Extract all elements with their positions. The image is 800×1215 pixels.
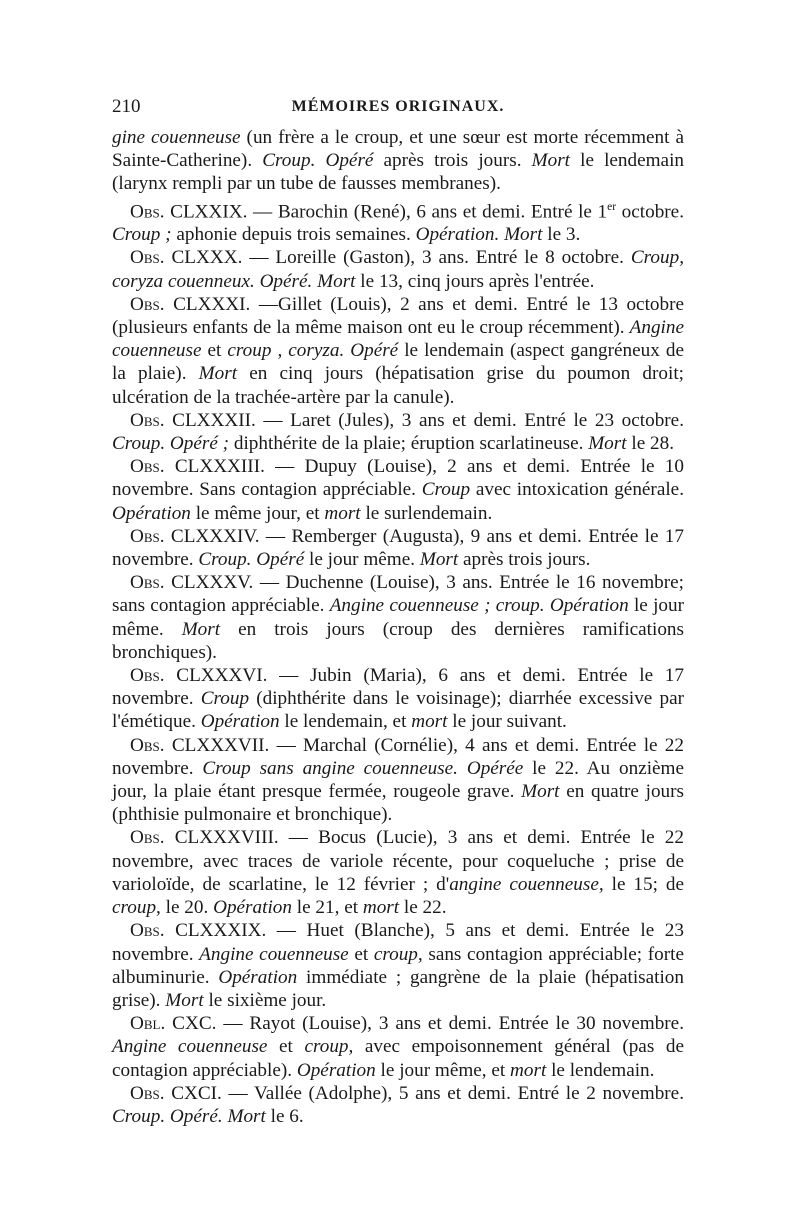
text-segment: après trois jours. xyxy=(458,549,591,571)
italic-segment: croup, xyxy=(304,1036,354,1058)
italic-segment: Mort xyxy=(588,433,627,455)
observation-paragraph xyxy=(112,293,684,409)
observation-paragraph xyxy=(112,525,684,571)
text-segment: CLXXX. — Loreille (Gaston), 3 ans. Entré le 8 octobre. xyxy=(164,247,631,269)
page-header xyxy=(112,96,684,122)
observation-paragraph xyxy=(112,734,684,827)
text-segment: CLXXXVII. — Marchal (Cornélie), 4 ans et demi. Entrée le 22 novembre. xyxy=(112,734,684,779)
text-segment: le 20. xyxy=(160,897,214,919)
text-segment: et xyxy=(201,340,228,362)
text-segment: le lendemain (aspect gangréneux de la plaie). xyxy=(112,340,684,385)
observation-paragraph xyxy=(112,919,684,1012)
obs-label: Obs. xyxy=(130,665,165,687)
text-segment: le lendemain, et xyxy=(279,711,412,733)
text-segment: le même jour, et xyxy=(190,502,325,524)
continued-paragraph xyxy=(112,126,684,196)
obs-label: Obs. xyxy=(130,247,165,269)
text-segment: le 21, et xyxy=(291,897,363,919)
italic-segment: Angine couenneuse xyxy=(112,317,684,362)
text-segment: le 13, cinq jours après l'entrée. xyxy=(355,270,595,292)
running-title: MÉMOIRES ORIGINAUX. xyxy=(291,98,505,115)
text-segment: avec intoxication générale. xyxy=(470,479,684,501)
text-segment: le jour même. xyxy=(304,549,420,571)
text-segment: le 28. xyxy=(626,433,674,455)
text-segment: et xyxy=(348,943,374,965)
text-segment: CXCI. — Vallée (Adolphe), 5 ans et demi. Entré le 2 novembre. xyxy=(164,1082,684,1104)
observation-paragraph xyxy=(112,455,684,525)
text-segment: CLXXXVI. — Jubin (Maria), 6 ans et demi. Entrée le 17 novembre. xyxy=(112,665,684,710)
obs-label: Obs. xyxy=(130,734,165,756)
body-text xyxy=(112,126,684,1128)
text-segment: octobre. xyxy=(616,201,684,222)
text-segment: après trois jours. xyxy=(373,150,532,172)
text-segment: le jour même. xyxy=(112,595,684,640)
italic-segment: Croup. Opéré. Mort xyxy=(112,1105,266,1127)
observation-paragraph xyxy=(112,664,684,734)
obs-label: Obs. xyxy=(130,456,165,478)
italic-segment: Croup. Opéré xyxy=(198,549,305,571)
italic-segment: Angine couenneuse ; croup. Opération xyxy=(329,595,629,617)
obs-label: Obs. xyxy=(130,525,165,547)
obs-label: Obs. xyxy=(130,920,165,942)
text-segment: sans contagion appréciable; forte albuminurie. xyxy=(112,943,684,988)
observation-paragraph xyxy=(112,571,684,664)
italic-segment: Croup. Opéré xyxy=(262,150,374,172)
italic-segment: croup , coryza. Opéré xyxy=(227,340,399,362)
italic-segment: Mort xyxy=(198,363,238,385)
italic-segment: Mort xyxy=(181,618,221,640)
text-segment: le 15; de xyxy=(603,873,684,895)
text-segment: (diphthérite dans le voisinage); diarrhée excessive par l'émétique. xyxy=(112,688,684,733)
text-segment: le 22. Au onzième jour, la plaie étant presque fermée, rougeole grave. xyxy=(112,757,684,803)
text-segment: CXC. — Rayot (Louise), 3 ans et demi. Entrée le 30 novembre. xyxy=(165,1013,684,1035)
text-segment: le lendemain. xyxy=(546,1059,655,1081)
italic-segment: Mort xyxy=(521,781,560,803)
obs-label: Obs. xyxy=(130,293,165,315)
text-segment: le lendemain (larynx rempli par un tube de fausses membranes). xyxy=(112,150,684,195)
italic-segment: Croup xyxy=(421,479,471,501)
italic-segment: Angine couenneuse xyxy=(199,943,349,965)
italic-segment: mort xyxy=(324,502,361,524)
italic-segment: croup, xyxy=(373,943,423,965)
italic-segment: gine couenneuse xyxy=(112,127,241,148)
italic-segment: Croup xyxy=(200,688,250,710)
italic-segment: Opération xyxy=(218,966,298,988)
text-segment: le 22. xyxy=(399,897,447,919)
italic-segment: Mort xyxy=(531,150,571,172)
observation-paragraph xyxy=(112,826,684,919)
text-segment: CLXXXV. — Duchenne (Louise), 3 ans. Entrée le 16 novembre; sans contagion appréciable. xyxy=(112,572,684,617)
text-segment: immédiate ; gangrène de la plaie (hépatisation grise). xyxy=(112,966,684,1011)
italic-segment: Opération. Mort xyxy=(415,224,543,246)
text-segment: le jour même, et xyxy=(375,1059,511,1081)
italic-segment: Croup, coryza couenneux. Opéré. Mort xyxy=(112,247,684,292)
observation-paragraph xyxy=(112,1012,684,1082)
observation-paragraph xyxy=(112,246,684,292)
text-segment: en cinq jours (hépatisation grise du poumon droit; ulcération de la trachée-artère par la canule). xyxy=(112,363,684,408)
obs-label: Obs. xyxy=(130,827,165,849)
text-segment: le surlendemain. xyxy=(360,502,493,524)
italic-segment: Croup ; xyxy=(112,224,172,246)
obs-label: Obs. xyxy=(130,409,165,431)
observation-paragraph xyxy=(112,1082,684,1128)
text-segment: le sixième jour. xyxy=(203,989,327,1011)
text-segment: en quatre jours (phthisie pulmonaire et bronchique). xyxy=(112,781,684,826)
italic-segment: Opération xyxy=(296,1059,376,1081)
observation-paragraph xyxy=(112,196,684,247)
italic-segment: Mort xyxy=(165,989,204,1011)
text-segment: CLXXXIII. — Dupuy (Louise), 2 ans et demi. Entrée le 10 novembre. Sans contagion appréciable. xyxy=(112,456,684,501)
italic-segment: Opération xyxy=(200,711,280,733)
text-segment: er xyxy=(607,200,617,213)
italic-segment: Opération xyxy=(112,502,191,524)
text-segment: le 6. xyxy=(265,1105,304,1127)
text-segment: CLXXXIV. — Remberger (Augusta), 9 ans et demi. Entrée le 17 novembre. xyxy=(112,525,684,571)
text-segment: le jour suivant. xyxy=(447,711,567,733)
italic-segment: angine couenneuse, xyxy=(449,873,604,895)
text-segment: aphonie depuis trois semaines. xyxy=(171,224,416,246)
text-segment: (un frère a le croup, et une sœur est morte récemment à Sainte-Catherine). xyxy=(112,127,684,172)
text-segment: CLXXIX. — Barochin (René), 6 ans et demi. Entré le 1 xyxy=(164,201,608,222)
observation-paragraph xyxy=(112,409,684,455)
text-segment: CLXXXII. — Laret (Jules), 3 ans et demi. Entré le 23 octobre. xyxy=(164,409,684,431)
italic-segment: croup, xyxy=(112,897,161,919)
text-segment: en trois jours (croup des dernières ramifications bronchiques). xyxy=(112,618,684,663)
obs-label: Obs. xyxy=(130,1082,165,1104)
text-segment: le 3. xyxy=(542,224,581,246)
italic-segment: Croup sans angine couenneuse. Opérée xyxy=(202,757,524,779)
page-number: 210 xyxy=(112,96,141,117)
italic-segment: mort xyxy=(411,711,448,733)
italic-segment: Mort xyxy=(419,549,459,571)
text-segment: et xyxy=(267,1036,305,1058)
obs-label: Obs. xyxy=(130,201,165,222)
italic-segment: mort xyxy=(510,1059,547,1081)
text-segment: CLXXXIX. — Huet (Blanche), 5 ans et demi. Entrée le 23 novembre. xyxy=(112,920,684,965)
italic-segment: Croup. Opéré ; xyxy=(112,433,230,455)
italic-segment: Angine couenneuse xyxy=(112,1036,268,1058)
text-segment: diphthérite de la plaie; éruption scarlatineuse. xyxy=(229,433,589,455)
obs-label: Obl. xyxy=(130,1013,166,1035)
italic-segment: mort xyxy=(362,897,400,919)
text-segment: CLXXXI. —Gillet (Louis), 2 ans et demi. Entré le 13 octobre (plusieurs enfants de la même maison ont eu le croup récemment). xyxy=(112,293,684,339)
italic-segment: Opération xyxy=(213,897,292,919)
text-segment: CLXXXVIII. — Bocus (Lucie), 3 ans et demi. Entrée le 22 novembre, avec traces de variole récente, pour coqueluche ; prise de varioloïde, de scarlatine, le 12 février ; d' xyxy=(112,827,684,895)
text-segment: avec empoisonnement général (pas de contagion appréciable). xyxy=(112,1036,684,1081)
obs-label: Obs. xyxy=(130,572,165,594)
